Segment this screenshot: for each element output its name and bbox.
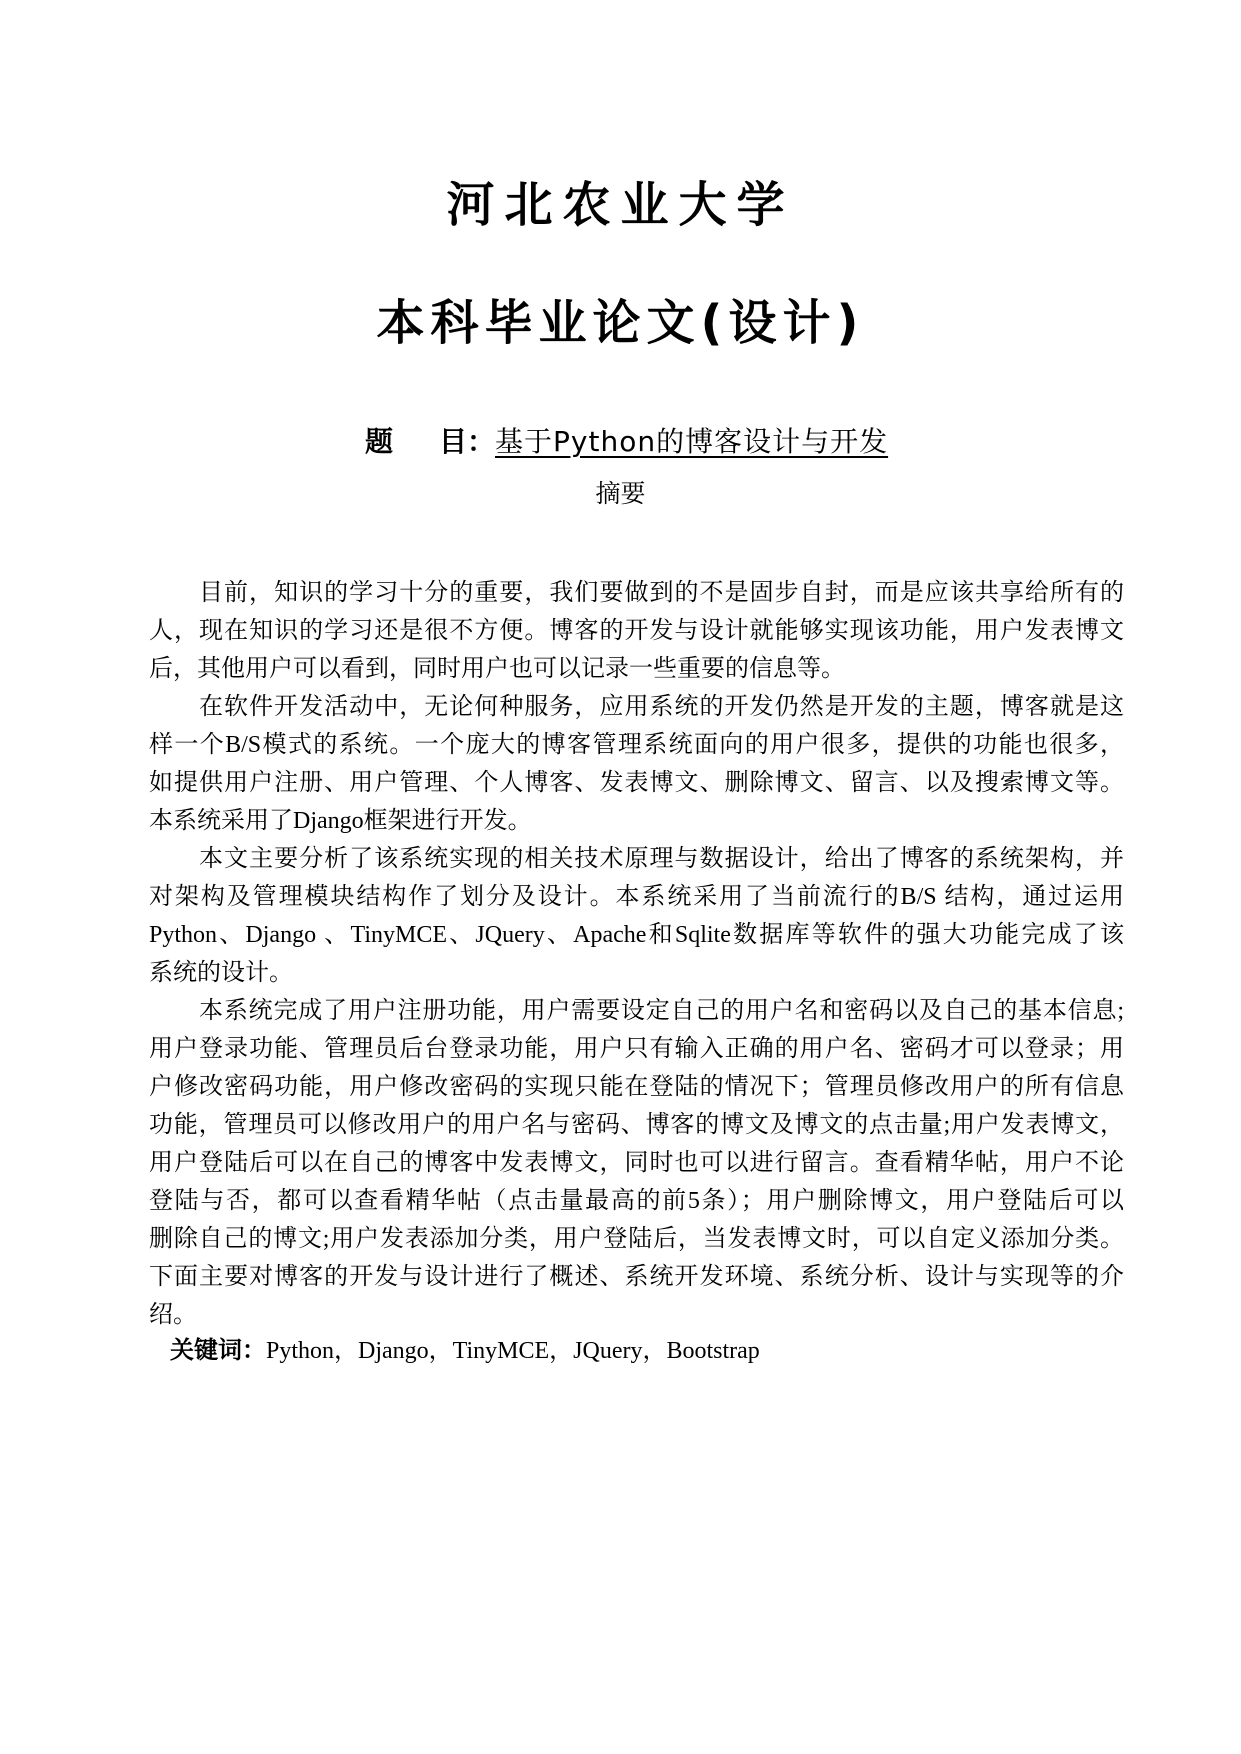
keywords	[170, 1330, 760, 1365]
paragraph-line: 对架构及管理模块结构作了划分及设计。本系统采用了当前流行的B/S 结构，通过运用	[149, 884, 1124, 910]
abstract-heading: 摘要	[595, 479, 646, 508]
paragraph-line: 绍。	[149, 1302, 197, 1328]
document-type-title: 本科毕业论文(设计)	[376, 295, 865, 351]
keywords-label: 关键词：	[170, 1336, 266, 1364]
paragraph-line: 后，其他用户可以看到，同时用户也可以记录一些重要的信息等。	[149, 656, 845, 682]
paragraph-line: 本系统完成了用户注册功能，用户需要设定自己的用户名和密码以及自己的基本信息;	[199, 998, 1124, 1024]
paragraph-line: 删除自己的博文;用户发表添加分类，用户登陆后，当发表博文时，可以自定义添加分类。	[149, 1226, 1124, 1252]
paragraph-line: 下面主要对博客的开发与设计进行了概述、系统开发环境、系统分析、设计与实现等的介	[149, 1264, 1124, 1290]
paragraph-line: 户修改密码功能，用户修改密码的实现只能在登陆的情况下；管理员修改用户的所有信息	[149, 1074, 1124, 1100]
thesis-topic	[365, 420, 888, 460]
keywords-value: Python，Django，TinyMCE，JQuery，Bootstrap	[266, 1338, 760, 1364]
topic-label-2: 目：	[439, 425, 496, 458]
paragraph-line: 人，现在知识的学习还是很不方便。博客的开发与设计就能够实现该功能，用户发表博文	[149, 618, 1124, 644]
paragraph-line: 如提供用户注册、用户管理、个人博客、发表博文、删除博文、留言、以及搜索博文等。	[149, 770, 1124, 796]
paragraph-line: 系统的设计。	[149, 960, 293, 986]
paragraph-line: 用户登陆后可以在自己的博客中发表博文，同时也可以进行留言。查看精华帖，用户不论	[149, 1150, 1124, 1176]
paragraph-line: 登陆与否，都可以查看精华帖（点击量最高的前5条）；用户删除博文，用户登陆后可以	[149, 1188, 1124, 1214]
paragraph-line: 用户登录功能、管理员后台登录功能，用户只有输入正确的用户名、密码才可以登录；用	[149, 1036, 1124, 1062]
paragraph-line: Python、Django 、TinyMCE、JQuery、Apache和Sqlite数据库等软件的强大功能完成了该	[149, 922, 1124, 948]
paragraph-line: 功能，管理员可以修改用户的用户名与密码、博客的博文及博文的点击量;用户发表博文，	[149, 1112, 1124, 1138]
topic-value: 基于Python的博客设计与开发	[495, 425, 889, 458]
university-title: 河北农业大学	[446, 177, 795, 233]
paragraph-line: 目前，知识的学习十分的重要，我们要做到的不是固步自封，而是应该共享给所有的	[199, 580, 1124, 606]
abstract-body	[149, 574, 1124, 1334]
paragraph-line: 本文主要分析了该系统实现的相关技术原理与数据设计，给出了博客的系统架构，并	[199, 846, 1124, 872]
paragraph-line: 在软件开发活动中，无论何种服务，应用系统的开发仍然是开发的主题，博客就是这	[199, 694, 1124, 720]
topic-label-1: 题	[365, 425, 394, 458]
paragraph-line: 样一个B/S模式的系统。一个庞大的博客管理系统面向的用户很多，提供的功能也很多，	[149, 732, 1124, 758]
paragraph-line: 本系统采用了Django框架进行开发。	[149, 808, 532, 834]
